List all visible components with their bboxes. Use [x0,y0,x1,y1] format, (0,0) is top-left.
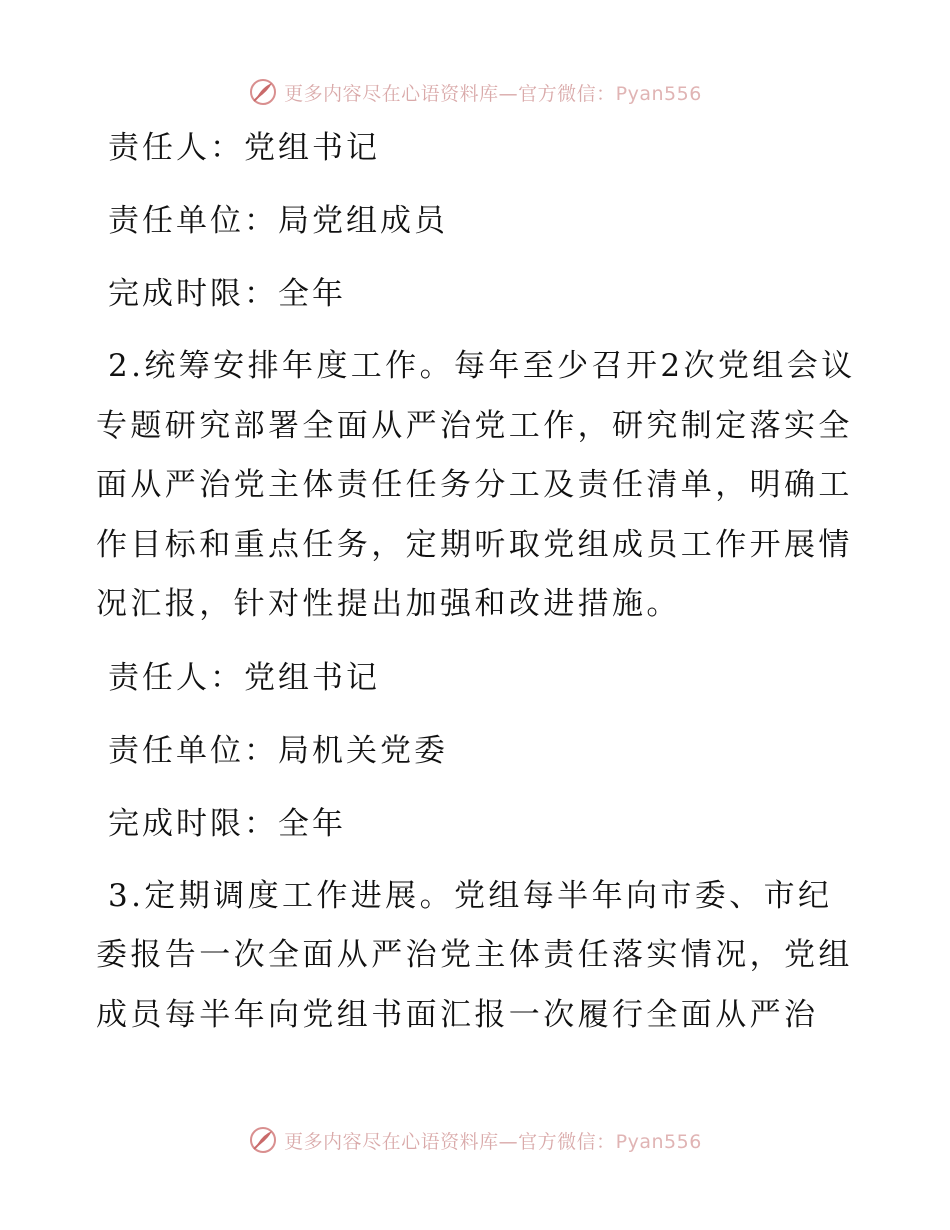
deadline: 完成时限：全年 [108,805,346,842]
header-watermark [0,72,950,112]
footer-watermark [0,1120,950,1160]
responsible-unit: 责任单位：局机关党委 [108,732,448,769]
item-paragraph: 3.定期调度工作进展。党组每半年向市委、市纪委报告一次全面从严治党主体责任落实情况，党组成员每半年向党组书面汇报一次履行全面从严治 [96,877,853,1033]
watermark-text: 更多内容尽在心语资料库—官方微信：Pyan556 [284,1130,702,1153]
feather-pen-logo-icon [248,77,278,107]
responsible-person: 责任人：党组书记 [108,659,380,696]
document-body [96,118,856,1058]
item-paragraph: 2.统筹安排年度工作。每年至少召开2次党组会议专题研究部署全面从严治党工作，研究制定落实全面从严治党主体责任任务分工及责任清单，明确工作目标和重点任务，定期听取党组成员工作开展情况汇报，针对性提出加强和改进措施。 [96,348,856,622]
responsible-person: 责任人：党组书记 [108,130,380,166]
watermark-text: 更多内容尽在心语资料库—官方微信：Pyan556 [284,82,702,105]
responsible-unit: 责任单位：局党组成员 [108,203,448,239]
feather-pen-logo-icon [248,1125,278,1155]
deadline: 完成时限：全年 [108,276,346,312]
